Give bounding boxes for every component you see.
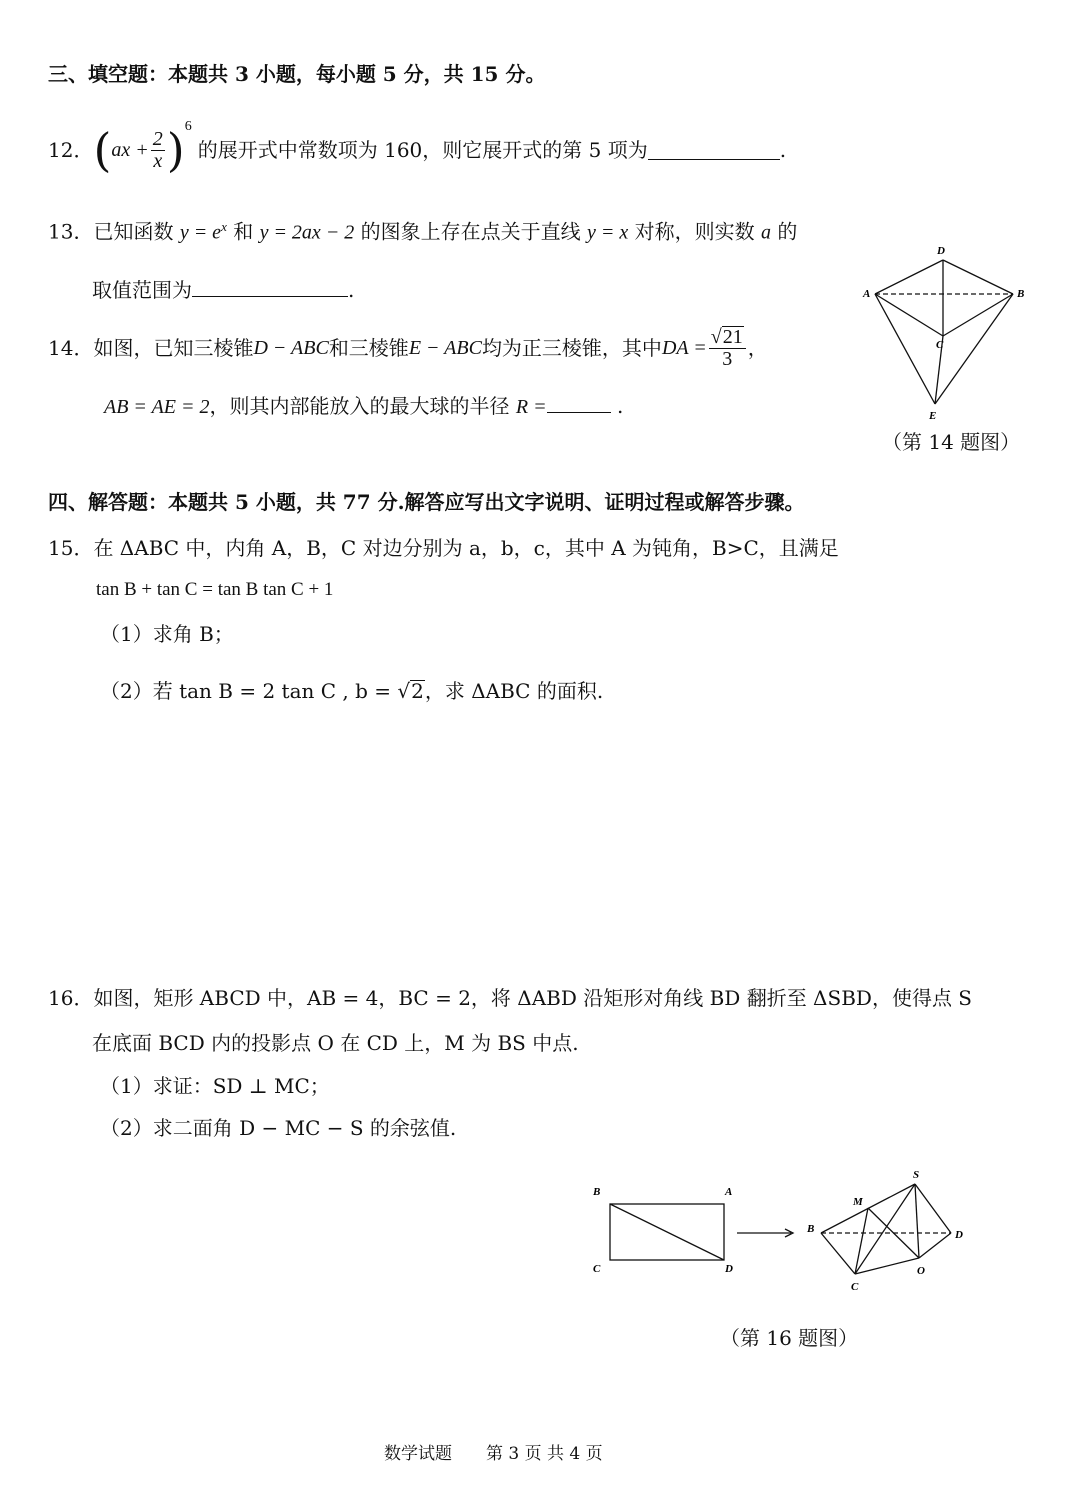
fig14-label-e: E xyxy=(929,410,937,422)
section-4-heading: 四、解答题：本题共 5 小题，共 77 分.解答应写出文字说明、证明过程或解答步骤。 xyxy=(48,490,805,514)
q12-exponent: 6 xyxy=(184,119,192,134)
section-3-heading: 三、填空题：本题共 3 小题，每小题 5 分，共 15 分。 xyxy=(48,62,546,86)
fig14-label-a: A xyxy=(863,288,871,300)
fig16-label-d2: D xyxy=(955,1229,963,1241)
fig16-label-o: O xyxy=(917,1265,925,1277)
answer-blank[interactable] xyxy=(192,278,348,297)
fig16-label-s: S xyxy=(913,1169,920,1181)
left-paren: ( xyxy=(93,123,112,177)
fig16-label-c2: C xyxy=(851,1281,859,1293)
right-paren: ) xyxy=(166,123,185,177)
question-14-line1: 14． 如图，已知三棱锥 D − ABC 和三棱锥 E − ABC 均为正三棱锥，其中 DA = $\frac{√21}{3}$ ， xyxy=(48,326,768,370)
question-16-part1: （1）求证：SD ⊥ MC； xyxy=(100,1074,330,1098)
fig16-label-b2: B xyxy=(807,1223,815,1235)
question-15-line2: tan B + tan C = tan B tan C + 1 xyxy=(96,579,334,600)
fig14-label-c: C xyxy=(936,339,944,351)
fig16-label-a: A xyxy=(725,1186,733,1198)
figure-16-caption: （第 16 题图） xyxy=(720,1326,859,1350)
q12-text: 的展开式中常数项为 160，则它展开式的第 5 项为 xyxy=(197,138,648,162)
figure-14-caption: （第 14 题图） xyxy=(882,430,1021,454)
question-13-line2: 取值范围为 . xyxy=(92,278,355,302)
figure-14-pyramid xyxy=(855,238,1035,424)
q12-expr: ax + xyxy=(111,139,149,161)
question-15-line1: 15．在 ΔABC 中，内角 A，B，C 对边分别为 a，b，c，其中 A 为钝角，B>C，且满足 xyxy=(48,536,839,560)
question-16-line1: 16．如图，矩形 ABCD 中，AB = 4，BC = 2，将 ΔABD 沿矩形对角线 BD 翻折至 ΔSBD，使得点 S xyxy=(48,986,972,1010)
question-16-line2: 在底面 BCD 内的投影点 O 在 CD 上，M 为 BS 中点. xyxy=(92,1031,579,1055)
question-13-line1: 13．已知函数 $y = e^x$ 和 y = 2ax − 2 的图象上存在点关于直线 y = x 对称，则实数 a 的 xyxy=(48,219,798,244)
fig14-label-d: D xyxy=(937,245,945,257)
answer-blank[interactable] xyxy=(648,141,780,160)
fig14-label-b: B xyxy=(1017,288,1025,300)
figure-16-fold xyxy=(585,1162,985,1298)
q14-fraction: $\frac{√21}{3}$ xyxy=(709,326,746,370)
question-number: 12． xyxy=(48,138,94,162)
question-15-part2: （2）若 tan B = 2 tan C , b = √2，求 ΔABC 的面积. xyxy=(100,679,604,703)
fig16-label-c: C xyxy=(593,1263,601,1275)
page-footer: 数学试题 第 3 页 共 4 页 xyxy=(384,1444,603,1464)
fig16-label-b: B xyxy=(593,1186,601,1198)
fig16-label-m: M xyxy=(853,1196,863,1208)
question-15-part1: （1）求角 B； xyxy=(100,622,234,646)
question-12: 12． ( ax + $\frac{2}{x}$ ) 6 的展开式中常数项为 160，则它展开式的第 5 项为 . xyxy=(48,119,787,177)
question-16-part2: （2）求二面角 D − MC − S 的余弦值. xyxy=(100,1116,457,1140)
fig16-label-d: D xyxy=(725,1263,733,1275)
answer-blank[interactable] xyxy=(547,394,611,413)
question-14-line2: AB = AE = 2，则其内部能放入的最大球的半径 R = . xyxy=(104,394,624,418)
q12-fraction: $\frac{2}{x}$ xyxy=(152,127,163,172)
